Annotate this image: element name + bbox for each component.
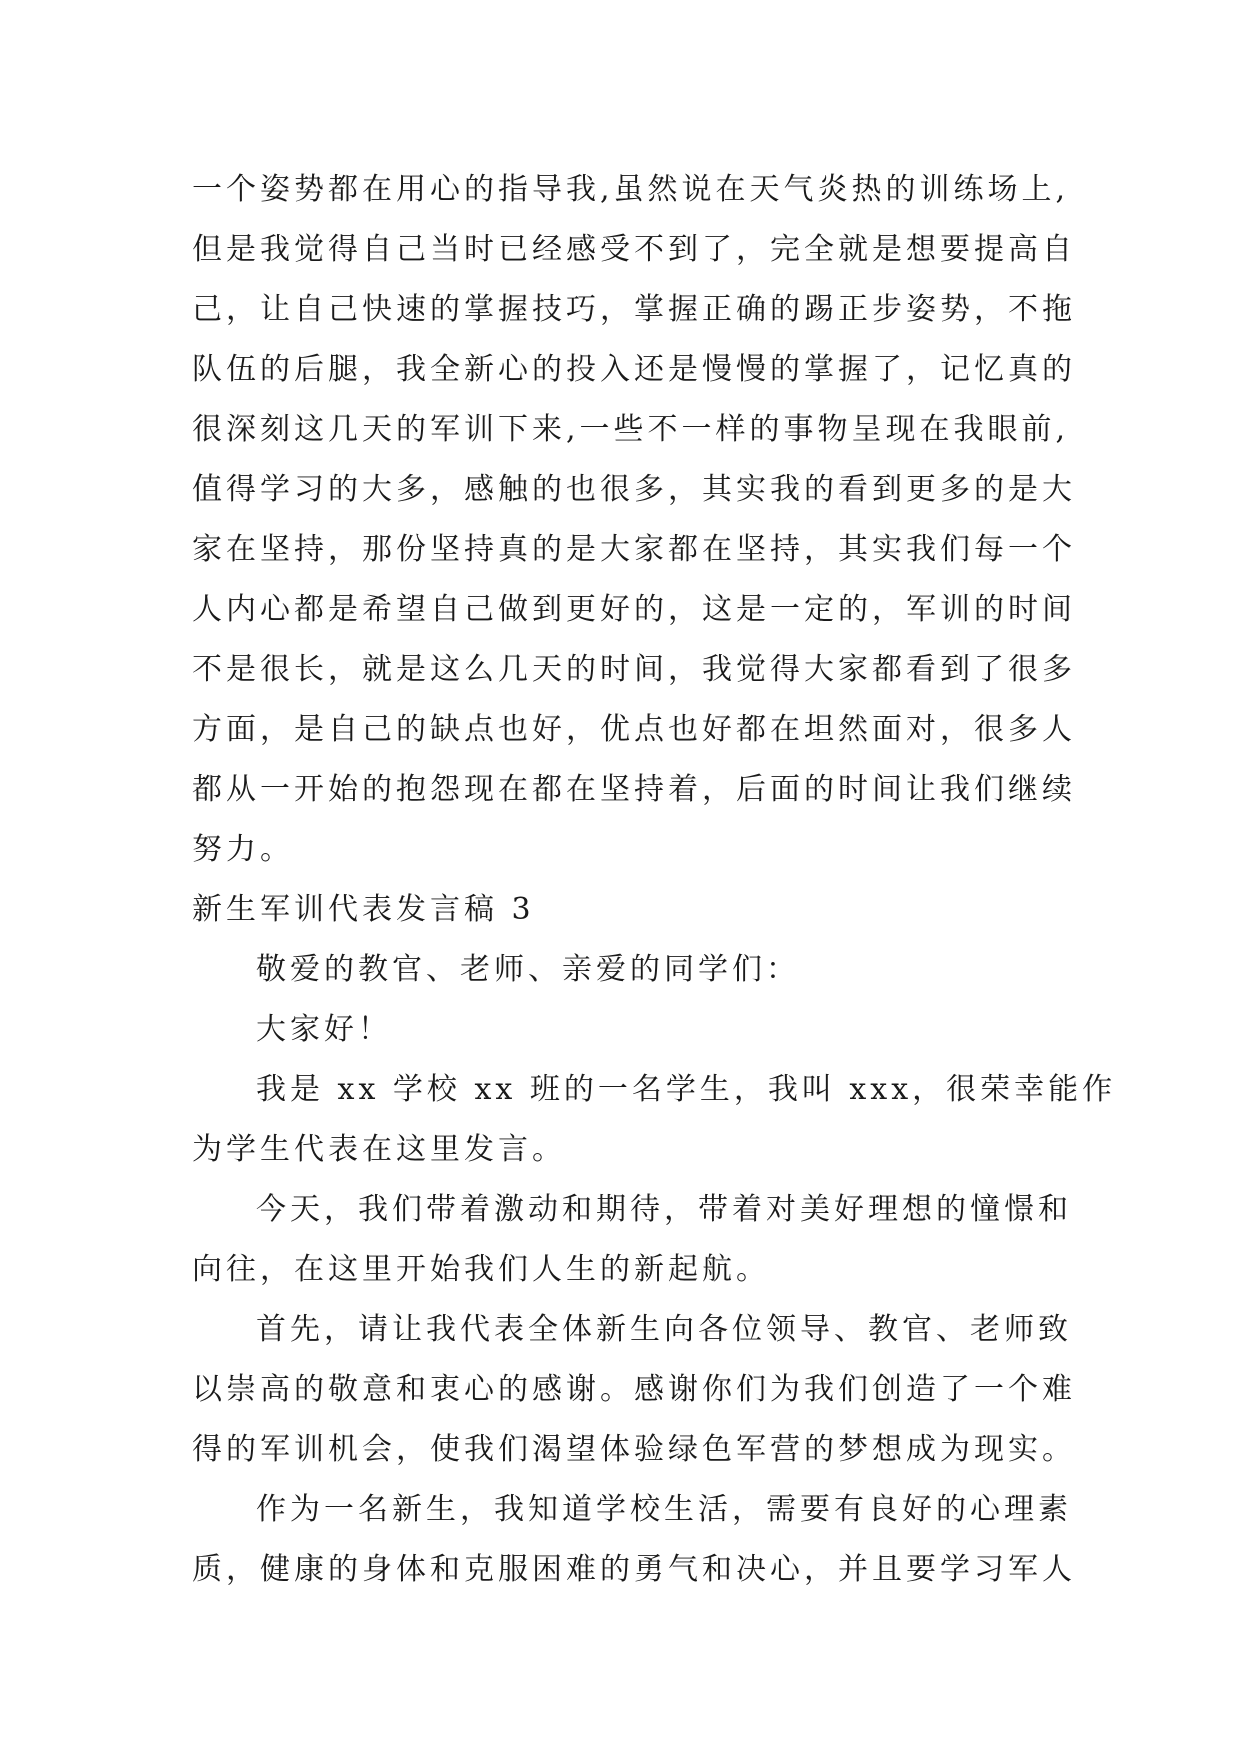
text-line: 方面，是自己的缺点也好，优点也好都在坦然面对，很多人	[192, 712, 1076, 747]
text-line: 质，健康的身体和克服困难的勇气和决心，并且要学习军人	[192, 1552, 1076, 1587]
text-line: 敬爱的教官、老师、亲爱的同学们：	[256, 952, 800, 987]
document-body	[192, 160, 1117, 1600]
text-line: 不是很长，就是这么几天的时间，我觉得大家都看到了很多	[192, 652, 1076, 687]
text-line: 大家好！	[256, 1012, 392, 1047]
text-line: 己，让自己快速的掌握技巧，掌握正确的踢正步姿势，不拖	[192, 292, 1076, 327]
text-line: 得的军训机会，使我们渴望体验绿色军营的梦想成为现实。	[192, 1432, 1076, 1467]
text-line: 作为一名新生，我知道学校生活，需要有良好的心理素	[256, 1492, 1072, 1527]
text-line: 人内心都是希望自己做到更好的，这是一定的，军训的时间	[192, 592, 1076, 627]
text-line: 向往，在这里开始我们人生的新起航。	[192, 1252, 770, 1287]
text-line: 新生军训代表发言稿 3	[192, 892, 535, 927]
text-line: 但是我觉得自己当时已经感受不到了，完全就是想要提高自	[192, 232, 1076, 267]
text-line: 都从一开始的抱怨现在都在坚持着，后面的时间让我们继续	[192, 772, 1076, 807]
text-line: 值得学习的大多，感触的也很多，其实我的看到更多的是大	[192, 472, 1076, 507]
text-line: 很深刻这几天的军训下来,一些不一样的事物呈现在我眼前,	[192, 412, 1070, 447]
text-line: 为学生代表在这里发言。	[192, 1132, 566, 1167]
text-line: 队伍的后腿，我全新心的投入还是慢慢的掌握了，记忆真的	[192, 352, 1076, 387]
text-line: 家在坚持，那份坚持真的是大家都在坚持，其实我们每一个	[192, 532, 1076, 567]
text-line: 我是 xx 学校 xx 班的一名学生，我叫 xxx，很荣幸能作	[256, 1072, 1117, 1107]
text-line: 首先，请让我代表全体新生向各位领导、教官、老师致	[256, 1312, 1072, 1347]
text-line: 一个姿势都在用心的指导我,虽然说在天气炎热的训练场上,	[192, 172, 1070, 207]
text-line: 努力。	[192, 832, 294, 867]
text-line: 以崇高的敬意和衷心的感谢。感谢你们为我们创造了一个难	[192, 1372, 1076, 1407]
text-line: 今天，我们带着激动和期待，带着对美好理想的憧憬和	[256, 1192, 1072, 1227]
